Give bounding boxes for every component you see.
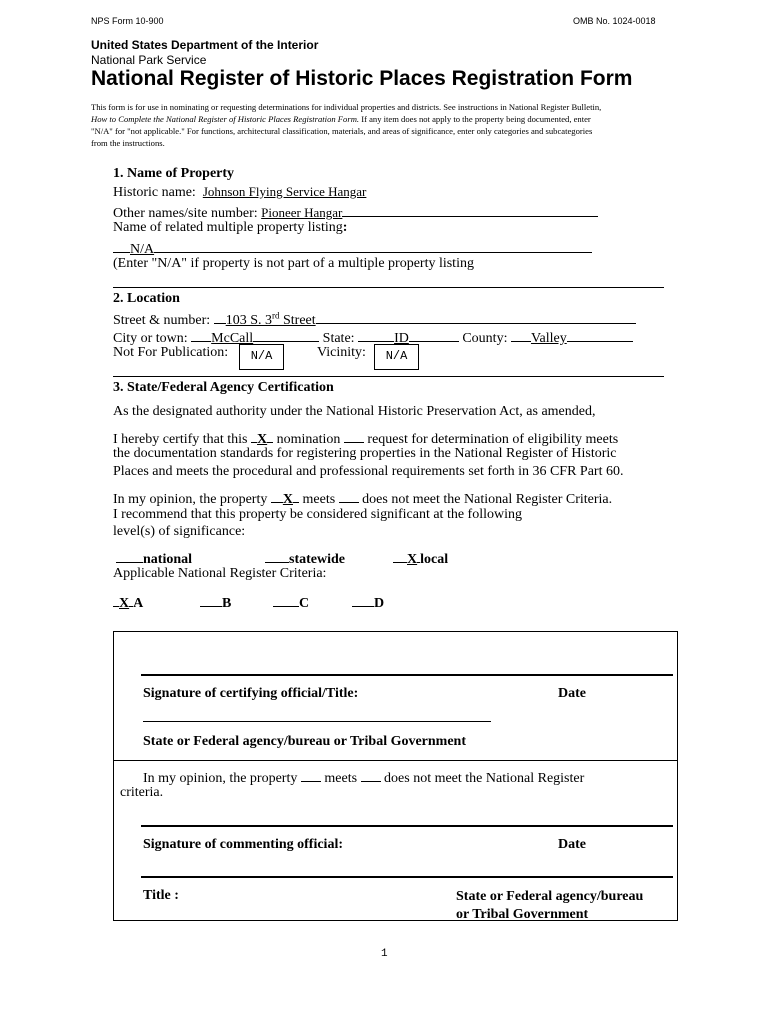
criteria-d[interactable]: D <box>352 592 384 612</box>
authority-text: As the designated authority under the National Historic Preservation Act, as amended, <box>113 404 596 419</box>
level-local[interactable]: X local <box>393 548 448 568</box>
city-value[interactable]: McCall <box>211 331 254 346</box>
criteria-a[interactable]: X A <box>113 592 143 612</box>
vicinity-field[interactable]: N/A <box>374 344 419 370</box>
related-listing-label: Name of related multiple property listing: <box>113 220 348 235</box>
criteria-text: criteria. <box>120 785 164 800</box>
intro-text: This form is for use in nominating or requesting determinations for individual properties and districts. See instructions in National Register Bulletin, How to Complete the National Register of Historic Places Registration Form. If any item does not apply to the property being documented, enter "N/A" for "not applicable." For functions, architectural classification, materials, and areas of significance, enter only categories and subcategories from the instructions. <box>91 102 602 148</box>
certify-line3: Places and meets the procedural and professional requirements set forth in 36 CFR Part 60. <box>113 464 624 479</box>
certifying-signature-label: Signature of certifying official/Title: <box>143 686 359 701</box>
department-name: United States Department of the Interior <box>91 38 319 52</box>
certify-line2: the documentation standards for registering properties in the National Register of Historic <box>113 446 617 461</box>
nfp-label: Not For Publication: <box>113 345 229 360</box>
historic-name-value[interactable]: Johnson Flying Service Hangar <box>202 184 367 199</box>
title-label: Title : <box>143 888 179 903</box>
divider <box>113 760 678 761</box>
other-names-value[interactable]: Pioneer Hangar <box>261 205 343 220</box>
recommend-line1: I recommend that this property be considered significant at the following <box>113 507 522 522</box>
certify-line: I hereby certify that this X nomination request for determination of eligibility meets <box>113 428 618 448</box>
meets-check[interactable]: X <box>282 492 293 507</box>
section3-heading: 3. State/Federal Agency Certification <box>113 380 334 395</box>
related-listing-value[interactable]: N/A <box>130 242 155 257</box>
state-value[interactable]: ID <box>394 331 409 346</box>
section1-heading: 1. Name of Property <box>113 166 235 181</box>
level-national[interactable]: national <box>116 548 192 568</box>
service-name: National Park Service <box>91 53 207 67</box>
criteria-label: Applicable National Register Criteria: <box>113 566 327 581</box>
level-statewide[interactable]: statewide <box>265 548 345 568</box>
omb-number: OMB No. 1024-0018 <box>573 16 656 26</box>
agency-label: State or Federal agency/bureau or Tribal Government <box>143 734 467 749</box>
date-label: Date <box>558 686 586 701</box>
county-value[interactable]: Valley <box>530 331 567 346</box>
agency-line[interactable] <box>143 721 491 722</box>
recommend-line2: level(s) of significance: <box>113 524 246 539</box>
commenting-signature-label: Signature of commenting official: <box>143 837 343 852</box>
street-row: Street & number: 103 S. 3rd Street <box>113 309 636 329</box>
historic-name-row: Historic name: Johnson Flying Service Hangar <box>113 184 367 200</box>
form-number: NPS Form 10-900 <box>91 16 164 26</box>
na-note: (Enter "N/A" if property is not part of a multiple property listing <box>113 256 474 271</box>
section2-heading: 2. Location <box>113 291 180 306</box>
street-value[interactable]: 103 S. 3rd Street <box>225 310 316 328</box>
nfp-field[interactable]: N/A <box>239 344 284 370</box>
divider <box>113 376 664 377</box>
vicinity-label: Vicinity: <box>317 345 366 360</box>
commenting-opinion-line: In my opinion, the property meets does not meet the National Register <box>143 767 584 787</box>
criteria-c[interactable]: C <box>273 592 309 612</box>
divider <box>113 287 664 288</box>
title-line[interactable] <box>141 876 673 878</box>
signature-line[interactable] <box>141 674 673 676</box>
related-listing-row <box>113 238 592 258</box>
other-names-row: Other names/site number: Pioneer Hangar <box>113 202 598 222</box>
nomination-check[interactable]: X <box>257 432 268 447</box>
city-row: City or town: McCall State: ID County: Valley <box>113 327 633 347</box>
opinion-line: In my opinion, the property X meets does not meet the National Register Criteria. <box>113 488 612 508</box>
agency2-label: State or Federal agency/bureau or Tribal Government <box>456 889 644 922</box>
criteria-b[interactable]: B <box>200 592 231 612</box>
date-label: Date <box>558 837 586 852</box>
page-number: 1 <box>381 948 388 960</box>
page-title: National Register of Historic Places Registration Form <box>91 67 633 90</box>
commenting-signature-line[interactable] <box>141 825 673 827</box>
